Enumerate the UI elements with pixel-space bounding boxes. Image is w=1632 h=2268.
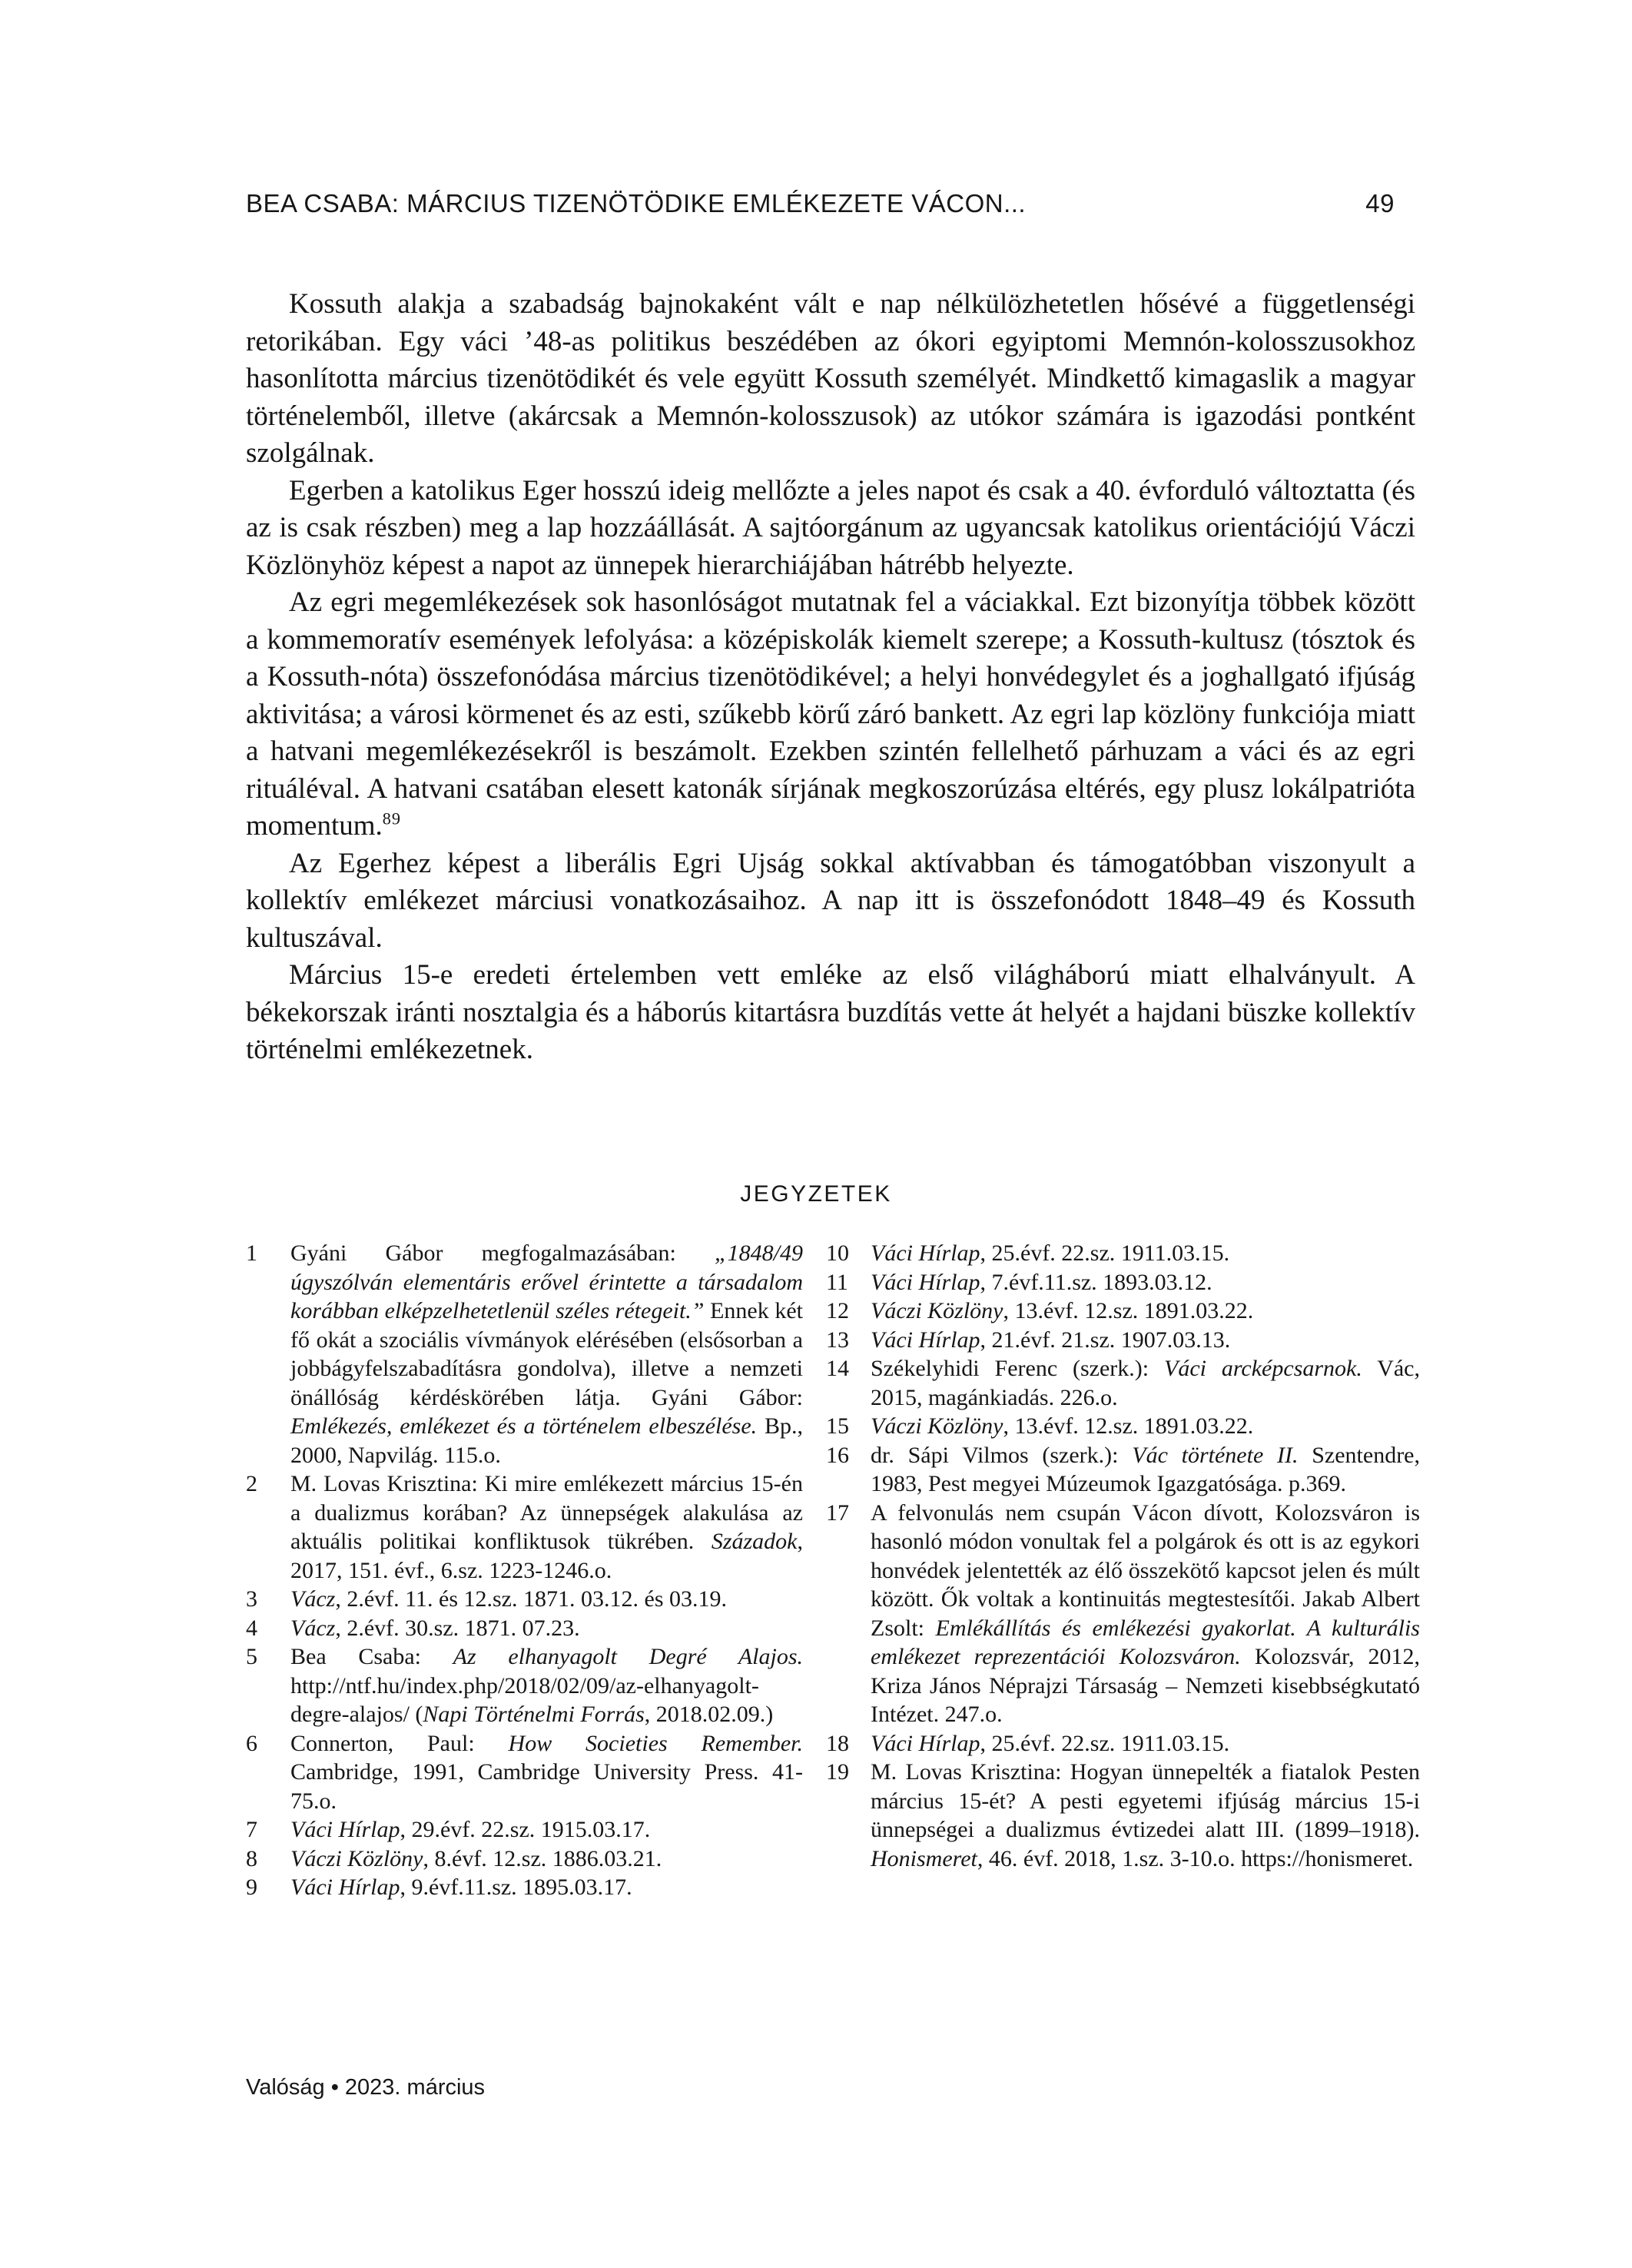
text-run: , 2.évf. 11. és 12.sz. 1871. 03.12. és 03.19. bbox=[335, 1586, 727, 1612]
page-number: 49 bbox=[1365, 189, 1395, 218]
note-number: 3 bbox=[246, 1586, 257, 1612]
italic-text-run: Váci Hírlap bbox=[871, 1269, 980, 1295]
note-number: 6 bbox=[246, 1730, 257, 1756]
notes-section bbox=[246, 1239, 1420, 1902]
text-run: , 7.évf.11.sz. 1893.03.12. bbox=[980, 1269, 1212, 1295]
text-run: http://ntf.hu/index.php/2018/02/09/az-elhanyagolt-degre-alajos/ ( bbox=[290, 1672, 759, 1727]
note-item bbox=[826, 1268, 1420, 1297]
note-text bbox=[290, 1644, 803, 1727]
italic-text-run: Váci Hírlap bbox=[290, 1817, 400, 1842]
note-number: 13 bbox=[826, 1327, 849, 1353]
note-item bbox=[826, 1412, 1420, 1441]
note-text bbox=[290, 1731, 803, 1814]
note-number: 17 bbox=[826, 1499, 849, 1526]
text-run: Az Egerhez képest a liberális Egri Ujság sokkal aktívabban és támogatóbban viszonyult a kollektív emlékezet márciusi vonatkozásaihoz. A nap itt is összefonódott 1848–49 és Kossuth kultuszával. bbox=[246, 847, 1415, 954]
note-text bbox=[871, 1240, 1229, 1266]
text-run: Vác, 2015, magánkiadás. 226.o. bbox=[871, 1356, 1420, 1410]
italic-text-run: Váci Hírlap bbox=[290, 1875, 400, 1900]
note-number: 19 bbox=[826, 1759, 849, 1785]
note-number: 12 bbox=[826, 1298, 849, 1323]
running-header-title: BEA CSABA: MÁRCIUS TIZENÖTÖDIKE EMLÉKEZETE VÁCON... bbox=[246, 189, 1027, 218]
text-run: , 2.évf. 30.sz. 1871. 07.23. bbox=[335, 1615, 580, 1641]
text-run: , 46. évf. 2018, 1.sz. 3-10.o. https://honismeret. bbox=[977, 1845, 1414, 1871]
note-text bbox=[871, 1500, 1420, 1728]
note-item bbox=[246, 1239, 803, 1469]
note-item bbox=[826, 1758, 1420, 1873]
note-text bbox=[871, 1270, 1212, 1295]
note-item bbox=[246, 1642, 803, 1729]
note-item bbox=[246, 1873, 803, 1902]
italic-text-run: Vácz bbox=[290, 1615, 336, 1641]
text-run: , 13.évf. 12.sz. 1891.03.22. bbox=[1003, 1298, 1254, 1323]
note-text bbox=[290, 1471, 803, 1583]
note-number: 15 bbox=[826, 1413, 849, 1439]
note-text bbox=[871, 1298, 1253, 1323]
italic-text-run: Századok bbox=[711, 1529, 798, 1554]
text-run: Cambridge, 1991, Cambridge University Press. 41-75.o. bbox=[290, 1759, 803, 1814]
body-paragraph bbox=[246, 473, 1415, 585]
italic-text-run: Vác története II. bbox=[1132, 1442, 1299, 1468]
note-item bbox=[246, 1845, 803, 1874]
text-run: Kolozsvár, 2012, Kriza János Néprajzi Társaság – Nemzeti kisebbségkutató Intézet. 247.o. bbox=[871, 1644, 1420, 1727]
text-run: , 9.évf.11.sz. 1895.03.17. bbox=[400, 1875, 632, 1900]
italic-text-run: Honismeret bbox=[871, 1845, 977, 1871]
footnote-reference: 89 bbox=[382, 809, 401, 829]
body-paragraph bbox=[246, 286, 1415, 473]
note-item bbox=[246, 1614, 803, 1643]
text-run: Egerben a katolikus Eger hosszú ideig mellőzte a jeles napot és csak a 40. évforduló változtatta (és az is csak részben) meg a lap hozzáállását. A sajtóorgánum az ugyancsak katolikus orientációjú Váczi Közlönyhöz képest a napot az ünnepek hierarchiájában hátrébb helyezte. bbox=[246, 474, 1415, 581]
text-run: Székelyhidi Ferenc (szerk.): bbox=[871, 1356, 1165, 1381]
note-text bbox=[871, 1731, 1229, 1756]
italic-text-run: Váci arcképcsarnok. bbox=[1164, 1356, 1362, 1381]
note-text bbox=[290, 1817, 650, 1842]
running-header bbox=[246, 189, 1418, 218]
note-number: 9 bbox=[246, 1875, 257, 1900]
note-text bbox=[290, 1586, 727, 1612]
body-paragraph bbox=[246, 584, 1415, 845]
italic-text-run: Emlékezés, emlékezet és a történelem elbeszélése. bbox=[290, 1413, 758, 1439]
note-number: 14 bbox=[826, 1356, 849, 1381]
note-item bbox=[826, 1326, 1420, 1355]
italic-text-run: Emlékállítás és emlékezési gyakorlat. A kulturális emlékezet reprezentációi Kolozsváron. bbox=[871, 1615, 1420, 1669]
note-text bbox=[290, 1615, 580, 1641]
note-text bbox=[871, 1327, 1230, 1353]
text-run: Ennek két fő okát a szociális vívmányok elérésében (elsősorban a jobbágyfelszabadításra gondolva), illetve a nemzeti önállóság kérdéskörében látja. Gyáni Gábor: bbox=[290, 1298, 803, 1410]
note-item bbox=[826, 1239, 1420, 1268]
text-run: Az egri megemlékezések sok hasonlóságot mutatnak fel a váciakkal. Ezt bizonyítja többek között a kommemoratív események lefolyása: a középiskolák kiemelt szerepe; a Kossuth-kultusz (tósztok és a Kossuth-nóta) összefonódása március tizenötödikével; a helyi honvédegylet és a joghallgató ifjúság aktivitása; a városi körmenet és az esti, szűkebb körű záró bankett. Az egri lap közlöny funkciója miatt a hatvani megemlékezésekről is beszámolt. Ezekben szintén fellelhető párhuzam a váci és az egri rituáléval. A hatvani csatában elesett katonák sírjának megkoszorúzása eltérés, egy plusz lokálpatrióta momentum. bbox=[246, 586, 1415, 842]
note-text bbox=[871, 1759, 1420, 1871]
text-run: M. Lovas Krisztina: Ki mire emlékezett március 15-én a dualizmus korában? Az ünnepségek alakulása az aktuális politikai konfliktusok tükrében. bbox=[290, 1471, 803, 1554]
notes-heading: JEGYZETEK bbox=[740, 1181, 892, 1207]
notes-column-left bbox=[246, 1239, 803, 1902]
italic-text-run: Váci Hírlap bbox=[871, 1327, 980, 1353]
text-run: , 2018.02.09.) bbox=[644, 1702, 774, 1727]
body-paragraph bbox=[246, 845, 1415, 958]
note-number: 16 bbox=[826, 1442, 849, 1468]
note-text bbox=[871, 1413, 1253, 1439]
italic-text-run: Váczi Közlöny bbox=[290, 1845, 423, 1871]
notes-column-right bbox=[826, 1239, 1420, 1902]
note-text bbox=[871, 1356, 1420, 1410]
journal-footer: Valóság • 2023. március bbox=[246, 2075, 486, 2100]
note-number: 7 bbox=[246, 1817, 257, 1842]
note-number: 10 bbox=[826, 1240, 849, 1266]
body-text bbox=[246, 286, 1415, 1069]
text-run: dr. Sápi Vilmos (szerk.): bbox=[871, 1442, 1133, 1468]
note-item bbox=[826, 1297, 1420, 1326]
note-item bbox=[246, 1815, 803, 1845]
body-paragraph bbox=[246, 957, 1415, 1069]
note-number: 18 bbox=[826, 1730, 849, 1756]
note-item bbox=[246, 1729, 803, 1816]
note-text bbox=[290, 1875, 632, 1900]
text-run: , 25.évf. 22.sz. 1911.03.15. bbox=[980, 1730, 1230, 1756]
text-run: M. Lovas Krisztina: Hogyan ünnepelték a fiatalok Pesten március 15-ét? A pesti egyetemi ifjúság március 15-i ünnepségei a dualizmus évtizedei alatt III. (1899–1918). bbox=[871, 1759, 1420, 1842]
note-number: 11 bbox=[826, 1269, 848, 1295]
note-number: 1 bbox=[246, 1240, 257, 1266]
italic-text-run: Az elhanyagolt Degré Alajos. bbox=[453, 1644, 804, 1669]
italic-text-run: Vácz bbox=[290, 1586, 336, 1612]
text-run: A felvonulás nem csupán Vácon dívott, Kolozsváron is hasonló módon vonultak fel a polgárok és ott is az egykori honvédek jelentették az élő összekötő kapcsot jelen és múlt között. Ők voltak a kontinuitás megtestesítői. Jakab Albert Zsolt: bbox=[871, 1499, 1420, 1641]
italic-text-run: How Societies Remember. bbox=[508, 1730, 803, 1756]
note-number: 4 bbox=[246, 1615, 257, 1641]
note-item bbox=[246, 1585, 803, 1614]
note-item bbox=[826, 1354, 1420, 1412]
italic-text-run: Váci Hírlap bbox=[871, 1730, 980, 1756]
italic-text-run: Váczi Közlöny bbox=[871, 1298, 1003, 1323]
italic-text-run: Napi Történelmi Forrás bbox=[423, 1702, 645, 1727]
text-run: , 29.évf. 22.sz. 1915.03.17. bbox=[400, 1817, 651, 1842]
note-text bbox=[290, 1240, 803, 1468]
text-run: Bp., 2000, Napvilág. 115.o. bbox=[290, 1413, 803, 1468]
text-run: Kossuth alakja a szabadság bajnokaként vált e nap nélkülözhetetlen hősévé a függetlenségi retorikában. Egy váci ’48-as politikus beszédében az ókori egyiptomi Memnón-kolosszusokhoz hasonlította március tizenötödikét és vele együtt Kossuth személyét. Mindkettő kimagaslik a magyar történelemből, illetve (akárcsak a Memnón-kolosszusok) az utókor számára is igazodási pontként szolgálnak. bbox=[246, 288, 1415, 469]
text-run: , 25.évf. 22.sz. 1911.03.15. bbox=[980, 1240, 1230, 1266]
text-run: Gyáni Gábor megfogalmazásában: bbox=[290, 1240, 715, 1266]
text-run: , 13.évf. 12.sz. 1891.03.22. bbox=[1003, 1413, 1254, 1439]
italic-text-run: Váczi Közlöny bbox=[871, 1413, 1003, 1439]
text-run: Bea Csaba: bbox=[290, 1644, 453, 1669]
note-text bbox=[871, 1443, 1420, 1497]
italic-text-run: „1848/49 úgyszólván elementáris erővel érintette a társadalom korábban elképzelhetetlenül széles rétegeit.” bbox=[290, 1240, 803, 1323]
note-item bbox=[826, 1729, 1420, 1758]
note-text bbox=[290, 1846, 662, 1871]
note-item bbox=[826, 1499, 1420, 1729]
text-run: Szentendre, 1983, Pest megyei Múzeumok Igazgatósága. p.369. bbox=[871, 1442, 1420, 1496]
italic-text-run: Váci Hírlap bbox=[871, 1240, 980, 1266]
note-item bbox=[826, 1441, 1420, 1499]
text-run: Connerton, Paul: bbox=[290, 1730, 509, 1756]
text-run: , 2017, 151. évf., 6.sz. 1223-1246.o. bbox=[290, 1529, 803, 1583]
note-item bbox=[246, 1469, 803, 1585]
note-number: 8 bbox=[246, 1845, 257, 1871]
note-number: 5 bbox=[246, 1644, 257, 1669]
text-run: , 21.évf. 21.sz. 1907.03.13. bbox=[980, 1327, 1231, 1353]
note-number: 2 bbox=[246, 1471, 257, 1496]
text-run: , 8.évf. 12.sz. 1886.03.21. bbox=[423, 1845, 662, 1871]
text-run: Március 15-e eredeti értelemben vett emléke az első világháború miatt elhalványult. A békekorszak iránti nosztalgia és a háborús kitartásra buzdítás vette át helyét a hajdani büszke kollektív történelmi emlékezetnek. bbox=[246, 959, 1415, 1065]
